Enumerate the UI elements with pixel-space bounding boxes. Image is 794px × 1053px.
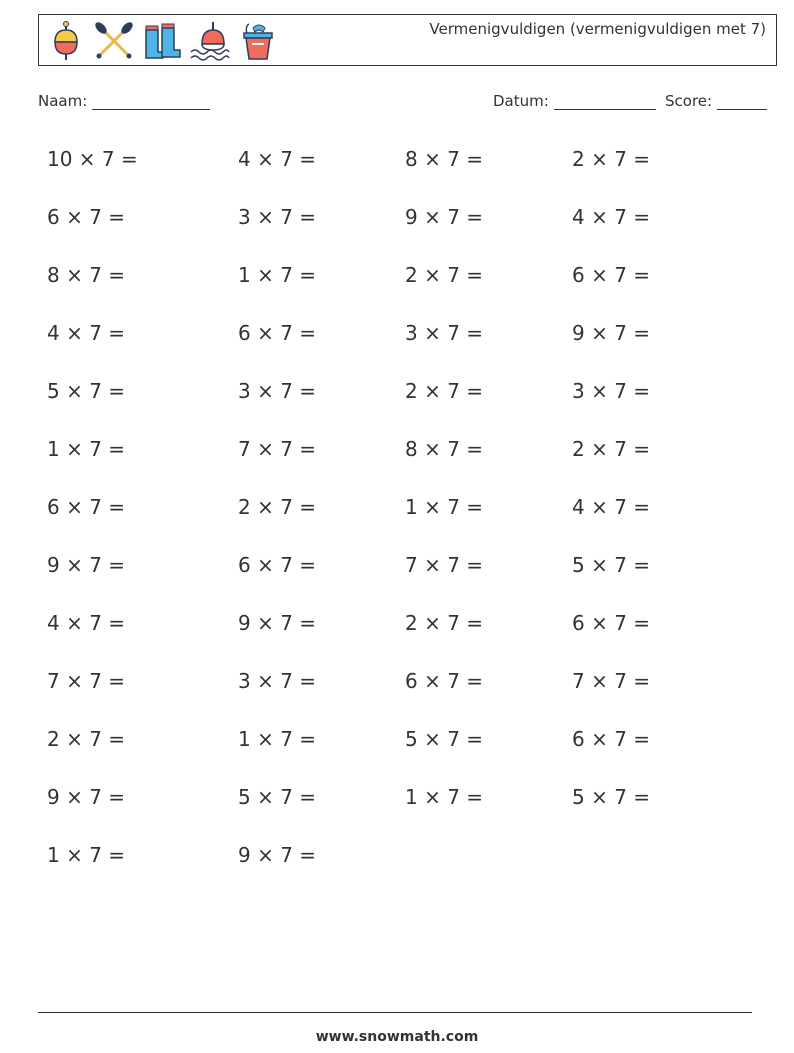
problem-13-1: 1 × 7 =: [47, 843, 126, 867]
problem-4-3: 3 × 7 =: [405, 321, 484, 345]
problem-8-1: 9 × 7 =: [47, 553, 126, 577]
footer-divider: [38, 1012, 752, 1013]
problem-1-3: 8 × 7 =: [405, 147, 484, 171]
footer-website: www.snowmath.com: [315, 1029, 479, 1045]
problem-4-1: 4 × 7 =: [47, 321, 126, 345]
problem-2-4: 4 × 7 =: [572, 205, 651, 229]
problem-5-4: 3 × 7 =: [572, 379, 651, 403]
problem-7-3: 1 × 7 =: [405, 495, 484, 519]
name-label: Naam:: [38, 92, 88, 110]
problem-5-1: 5 × 7 =: [47, 379, 126, 403]
problem-9-3: 2 × 7 =: [405, 611, 484, 635]
problem-6-4: 2 × 7 =: [572, 437, 651, 461]
problem-12-3: 1 × 7 =: [405, 785, 484, 809]
problem-1-1: 10 × 7 =: [47, 147, 138, 171]
problem-10-1: 7 × 7 =: [47, 669, 126, 693]
problem-2-1: 6 × 7 =: [47, 205, 126, 229]
problem-10-2: 3 × 7 =: [238, 669, 317, 693]
problem-2-3: 9 × 7 =: [405, 205, 484, 229]
problem-3-1: 8 × 7 =: [47, 263, 126, 287]
problem-9-4: 6 × 7 =: [572, 611, 651, 635]
score-label: Score:: [665, 92, 713, 110]
problem-3-2: 1 × 7 =: [238, 263, 317, 287]
problem-8-3: 7 × 7 =: [405, 553, 484, 577]
date-label: Datum:: [493, 92, 549, 110]
worksheet-title: Vermenigvuldigen (vermenigvuldigen met 7): [429, 20, 766, 38]
problem-9-1: 4 × 7 =: [47, 611, 126, 635]
problem-5-2: 3 × 7 =: [238, 379, 317, 403]
problem-2-2: 3 × 7 =: [238, 205, 317, 229]
problem-11-3: 5 × 7 =: [405, 727, 484, 751]
problem-6-3: 8 × 7 =: [405, 437, 484, 461]
problem-3-4: 6 × 7 =: [572, 263, 651, 287]
problem-6-2: 7 × 7 =: [238, 437, 317, 461]
problem-11-4: 6 × 7 =: [572, 727, 651, 751]
problem-3-3: 2 × 7 =: [405, 263, 484, 287]
problem-7-2: 2 × 7 =: [238, 495, 317, 519]
problem-12-2: 5 × 7 =: [238, 785, 317, 809]
problem-11-1: 2 × 7 =: [47, 727, 126, 751]
problem-5-3: 2 × 7 =: [405, 379, 484, 403]
problem-4-4: 9 × 7 =: [572, 321, 651, 345]
problem-11-2: 1 × 7 =: [238, 727, 317, 751]
problem-9-2: 9 × 7 =: [238, 611, 317, 635]
problem-10-4: 7 × 7 =: [572, 669, 651, 693]
problem-12-1: 9 × 7 =: [47, 785, 126, 809]
problem-7-1: 6 × 7 =: [47, 495, 126, 519]
problem-8-2: 6 × 7 =: [238, 553, 317, 577]
problem-1-2: 4 × 7 =: [238, 147, 317, 171]
problem-7-4: 4 × 7 =: [572, 495, 651, 519]
problem-6-1: 1 × 7 =: [47, 437, 126, 461]
problem-10-3: 6 × 7 =: [405, 669, 484, 693]
problem-12-4: 5 × 7 =: [572, 785, 651, 809]
problem-8-4: 5 × 7 =: [572, 553, 651, 577]
problem-1-4: 2 × 7 =: [572, 147, 651, 171]
problem-13-2: 9 × 7 =: [238, 843, 317, 867]
problem-4-2: 6 × 7 =: [238, 321, 317, 345]
